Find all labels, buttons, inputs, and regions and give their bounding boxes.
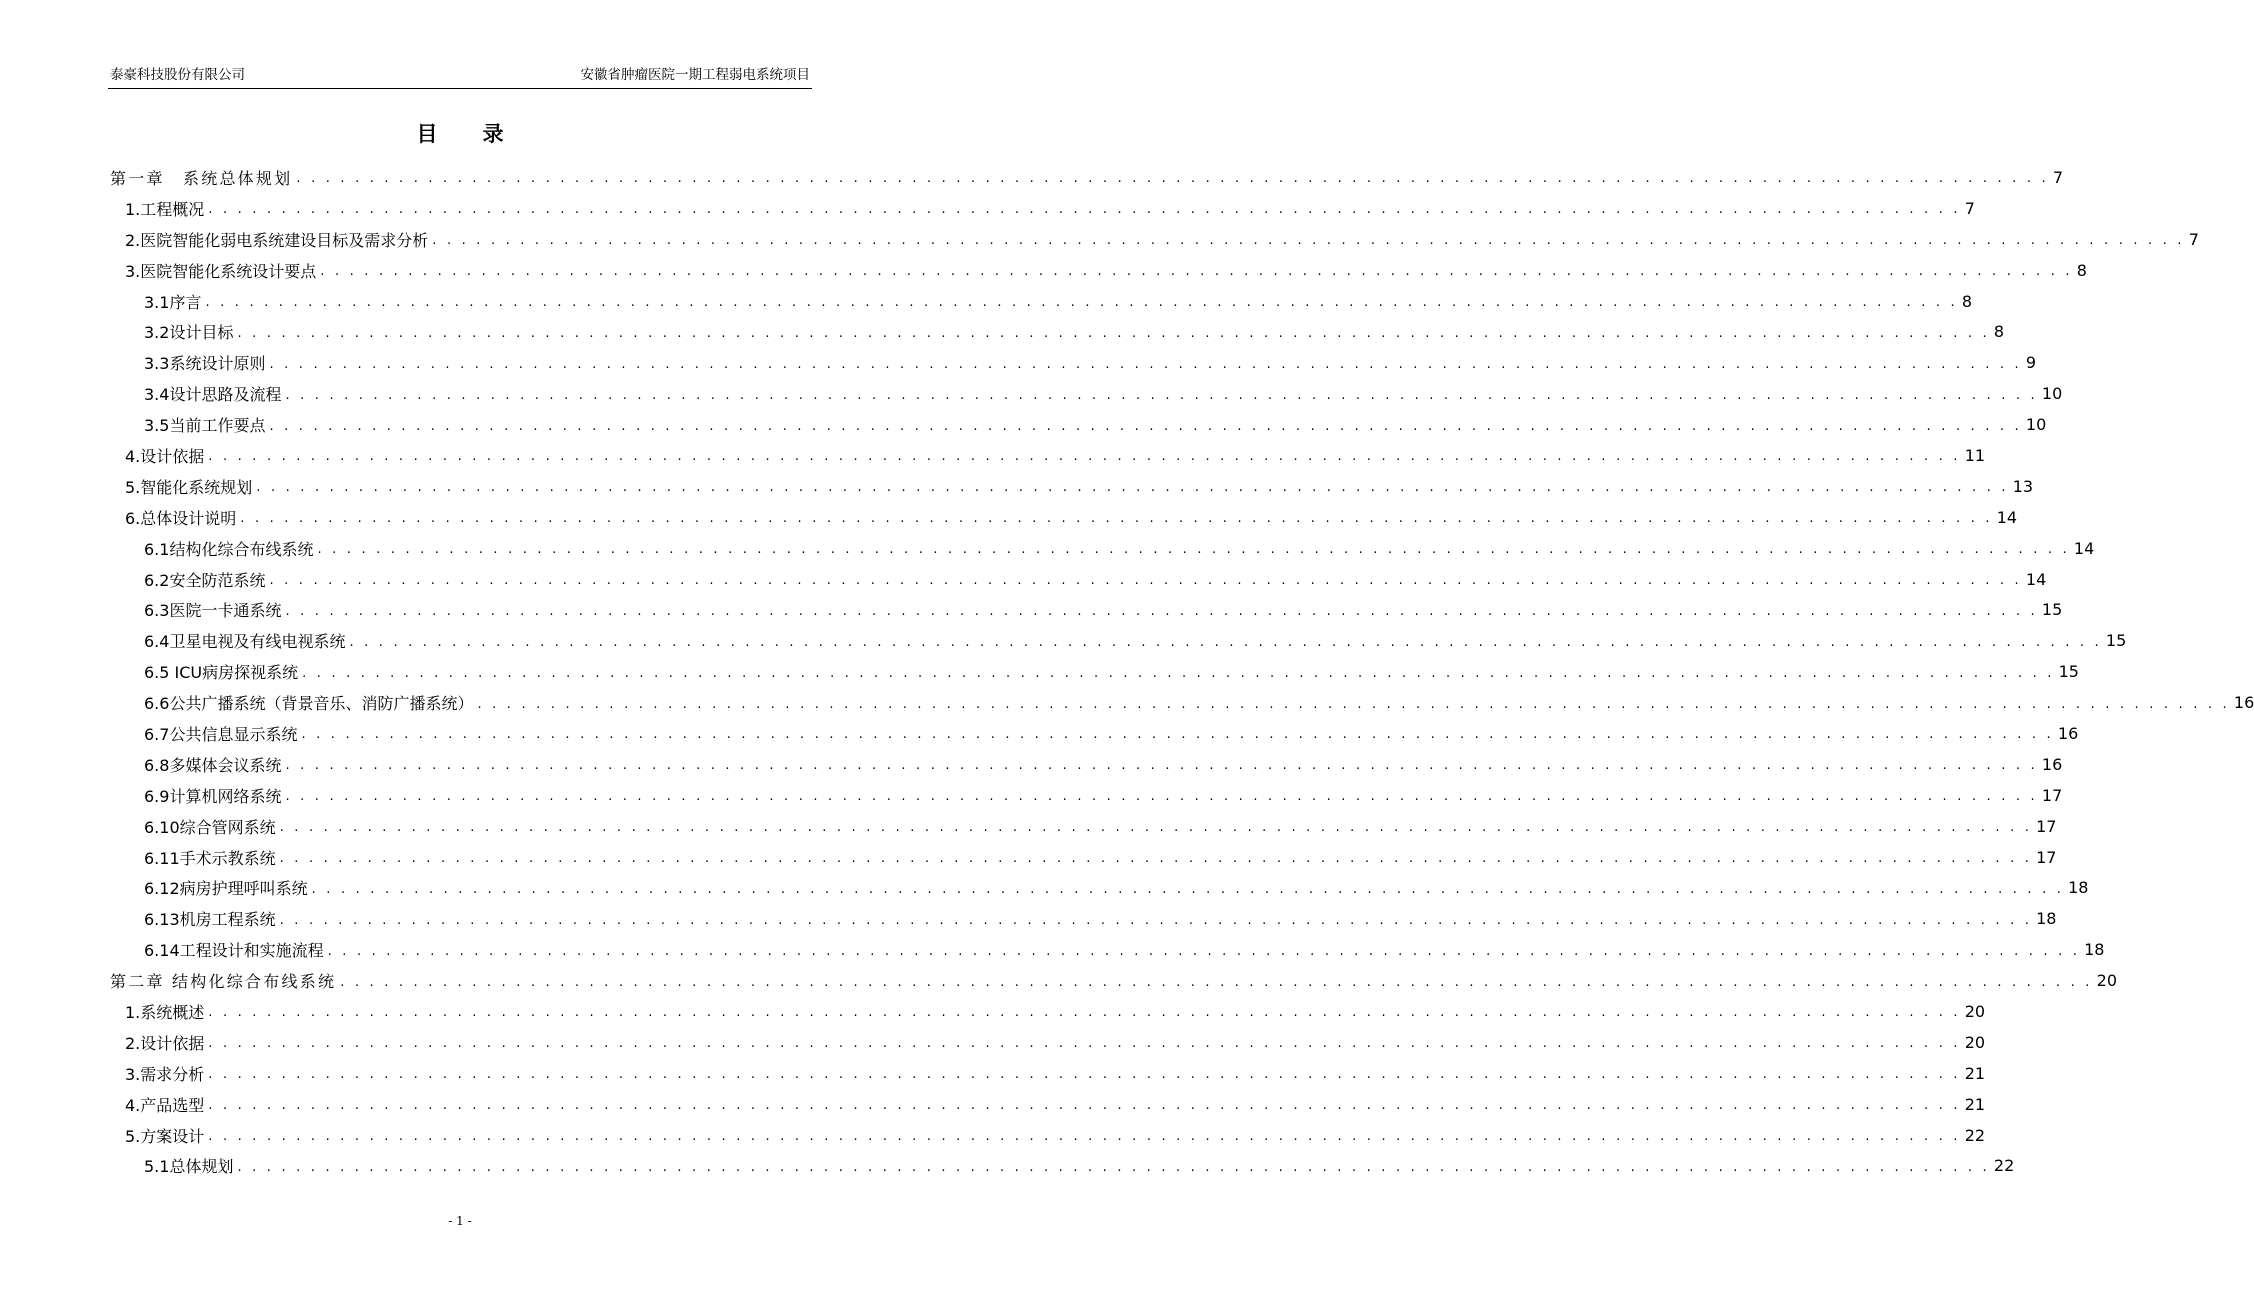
toc-entry[interactable] xyxy=(110,903,2057,934)
toc-entry[interactable] xyxy=(110,1058,1986,1089)
toc-entry-page: 16 xyxy=(2057,723,2079,743)
toc-entry[interactable] xyxy=(110,811,2057,842)
toc-entry-title: 4.设计依据 xyxy=(125,446,205,466)
toc-entry-title: 2.医院智能化弱电系统建设目标及需求分析 xyxy=(125,230,429,250)
toc-dot-leader: . . . . . . . . . . . . . . . . . . . . . . . . . . . . . . . . . . . . . . . . . . . . . . . . . . . . . . . . . . . . . . . . . . . . . . . . . . . . . . . . . . . . . . . . . . . . . . . . . . . . . . . . . . . . . . . . . . . . . . . . xyxy=(302,665,2055,681)
toc-dot-leader: . . . . . . . . . . . . . . . . . . . . . . . . . . . . . . . . . . . . . . . . . . . . . . . . . . . . . . . . . . . . . . . . . . . . . . . . . . . . . . . . . . . . . . . . . . . . . . . . . . . . . . . . . . . . . . . . . . . . . . . . xyxy=(279,820,2033,836)
toc-dot-leader: . . . . . . . . . . . . . . . . . . . . . . . . . . . . . . . . . . . . . . . . . . . . . . . . . . . . . . . . . . . . . . . . . . . . . . . . . . . . . . . . . . . . . . . . . . . . . . . . . . . . . . . . . . . . . . . . . . . . . . . . xyxy=(208,1098,1961,1114)
toc-dot-leader: . . . . . . . . . . . . . . . . . . . . . . . . . . . . . . . . . . . . . . . . . . . . . . . . . . . . . . . . . . . . . . . . . . . . . . . . . . . . . . . . . . . . . . . . . . . . . . . . . . . . . . . . . . . . . . . . . . . . . . . . xyxy=(208,449,1961,465)
toc-entry[interactable] xyxy=(110,533,2095,564)
toc-entry[interactable] xyxy=(110,1089,1986,1120)
toc-dot-leader: . . . . . . . . . . . . . . . . . . . . . . . . . . . . . . . . . . . . . . . . . . . . . . . . . . . . . . . . . . . . . . . . . . . . . . . . . . . . . . . . . . . . . . . . . . . . . . . . . . . . . . . . . . . . . . . . . . . . . . . . xyxy=(432,233,2185,249)
toc-dot-leader: . . . . . . . . . . . . . . . . . . . . . . . . . . . . . . . . . . . . . . . . . . . . . . . . . . . . . . . . . . . . . . . . . . . . . . . . . . . . . . . . . . . . . . . . . . . . . . . . . . . . . . . . . . . . . . . . . . . . . . . . xyxy=(256,480,2009,496)
toc-dot-leader: . . . . . . . . . . . . . . . . . . . . . . . . . . . . . . . . . . . . . . . . . . . . . . . . . . . . . . . . . . . . . . . . . . . . . . . . . . . . . . . . . . . . . . . . . . . . . . . . . . . . . . . . . . . . . . . . . . . . . . . . xyxy=(327,943,2081,959)
toc-entry-page: 10 xyxy=(2025,415,2047,435)
header-project: 安徽省肿瘤医院一期工程弱电系统项目 xyxy=(580,67,810,83)
toc-entry-title: 6.7公共信息显示系统 xyxy=(144,724,298,744)
toc-dot-leader: . . . . . . . . . . . . . . . . . . . . . . . . . . . . . . . . . . . . . . . . . . . . . . . . . . . . . . . . . . . . . . . . . . . . . . . . . . . . . . . . . . . . . . . . . . . . . . . . . . . . . . . . . . . . . . . . . . . . . . . . xyxy=(285,603,2038,619)
toc-entry-title: 6.总体设计说明 xyxy=(125,508,237,528)
toc-dot-leader: . . . . . . . . . . . . . . . . . . . . . . . . . . . . . . . . . . . . . . . . . . . . . . . . . . . . . . . . . . . . . . . . . . . . . . . . . . . . . . . . . . . . . . . . . . . . . . . . . . . . . . . . . . . . . . . . . . . . . . . . xyxy=(296,171,2049,187)
toc-entry-page: 21 xyxy=(1964,1063,1986,1083)
toc-entry-title: 3.2设计目标 xyxy=(144,323,234,343)
toc-entry[interactable] xyxy=(110,687,2254,718)
toc-entry-page: 22 xyxy=(1964,1125,1986,1145)
toc-entry[interactable] xyxy=(110,749,2063,780)
toc-entry[interactable] xyxy=(110,996,1986,1027)
toc-entry-page: 7 xyxy=(2052,167,2064,187)
toc-entry-title: 6.13机房工程系统 xyxy=(144,910,276,930)
toc-entry-page: 11 xyxy=(1964,445,1986,465)
toc-entry[interactable] xyxy=(110,1120,1986,1151)
toc-entry-title: 1.系统概述 xyxy=(125,1002,205,1022)
toc-entry[interactable] xyxy=(110,872,2089,903)
toc-title: 目 录 xyxy=(416,122,523,146)
table-of-contents xyxy=(110,162,2254,1181)
toc-entry[interactable] xyxy=(110,378,2063,409)
toc-entry-title: 5.方案设计 xyxy=(125,1126,205,1146)
toc-entry-title: 2.设计依据 xyxy=(125,1033,205,1053)
toc-dot-leader: . . . . . . . . . . . . . . . . . . . . . . . . . . . . . . . . . . . . . . . . . . . . . . . . . . . . . . . . . . . . . . . . . . . . . . . . . . . . . . . . . . . . . . . . . . . . . . . . . . . . . . . . . . . . . . . . . . . . . . . . xyxy=(340,974,2093,990)
toc-entry-page: 15 xyxy=(2058,662,2079,682)
toc-entry[interactable] xyxy=(110,286,1973,317)
toc-entry[interactable] xyxy=(110,934,2105,965)
toc-dot-leader: . . . . . . . . . . . . . . . . . . . . . . . . . . . . . . . . . . . . . . . . . . . . . . . . . . . . . . . . . . . . . . . . . . . . . . . . . . . . . . . . . . . . . . . . . . . . . . . . . . . . . . . . . . . . . . . . . . . . . . . . xyxy=(269,418,2022,434)
toc-entry[interactable] xyxy=(110,564,2047,595)
toc-dot-leader: . . . . . . . . . . . . . . . . . . . . . . . . . . . . . . . . . . . . . . . . . . . . . . . . . . . . . . . . . . . . . . . . . . . . . . . . . . . . . . . . . . . . . . . . . . . . . . . . . . . . . . . . . . . . . . . . . . . . . . . . xyxy=(208,202,1961,218)
toc-entry-page: 17 xyxy=(2036,847,2057,867)
toc-dot-leader: . . . . . . . . . . . . . . . . . . . . . . . . . . . . . . . . . . . . . . . . . . . . . . . . . . . . . . . . . . . . . . . . . . . . . . . . . . . . . . . . . . . . . . . . . . . . . . . . . . . . . . . . . . . . . . . . . . . . . . . . xyxy=(237,325,1990,341)
toc-dot-leader: . . . . . . . . . . . . . . . . . . . . . . . . . . . . . . . . . . . . . . . . . . . . . . . . . . . . . . . . . . . . . . . . . . . . . . . . . . . . . . . . . . . . . . . . . . . . . . . . . . . . . . . . . . . . . . . . . . . . . . . . xyxy=(208,1067,1961,1083)
toc-entry[interactable] xyxy=(110,502,2018,533)
toc-dot-leader: . . . . . . . . . . . . . . . . . . . . . . . . . . . . . . . . . . . . . . . . . . . . . . . . . . . . . . . . . . . . . . . . . . . . . . . . . . . . . . . . . . . . . . . . . . . . . . . . . . . . . . . . . . . . . . . . . . . . . . . . xyxy=(317,542,2070,558)
toc-entry-title: 第一章 系统总体规划 xyxy=(110,168,293,188)
toc-dot-leader: . . . . . . . . . . . . . . . . . . . . . . . . . . . . . . . . . . . . . . . . . . . . . . . . . . . . . . . . . . . . . . . . . . . . . . . . . . . . . . . . . . . . . . . . . . . . . . . . . . . . . . . . . . . . . . . . . . . . . . . . xyxy=(237,1159,1990,1175)
toc-entry-title: 5.1总体规划 xyxy=(144,1157,234,1177)
toc-entry-page: 7 xyxy=(1964,198,1975,218)
toc-dot-leader: . . . . . . . . . . . . . . . . . . . . . . . . . . . . . . . . . . . . . . . . . . . . . . . . . . . . . . . . . . . . . . . . . . . . . . . . . . . . . . . . . . . . . . . . . . . . . . . . . . . . . . . . . . . . . . . . . . . . . . . . xyxy=(269,356,2022,372)
page-header xyxy=(108,62,812,89)
toc-entry-title: 1.工程概况 xyxy=(125,199,205,219)
toc-entry-page: 16 xyxy=(2233,693,2254,713)
toc-entry-page: 15 xyxy=(2105,631,2127,651)
toc-dot-leader: . . . . . . . . . . . . . . . . . . . . . . . . . . . . . . . . . . . . . . . . . . . . . . . . . . . . . . . . . . . . . . . . . . . . . . . . . . . . . . . . . . . . . . . . . . . . . . . . . . . . . . . . . . . . . . . . . . . . . . . . xyxy=(208,1005,1961,1021)
toc-entry[interactable] xyxy=(110,780,2063,811)
toc-chapter-entry[interactable] xyxy=(110,965,2118,996)
toc-entry-page: 18 xyxy=(2068,878,2089,898)
toc-entry[interactable] xyxy=(110,255,2087,286)
toc-entry-title: 3.医院智能化系统设计要点 xyxy=(125,261,317,281)
toc-dot-leader: . . . . . . . . . . . . . . . . . . . . . . . . . . . . . . . . . . . . . . . . . . . . . . . . . . . . . . . . . . . . . . . . . . . . . . . . . . . . . . . . . . . . . . . . . . . . . . . . . . . . . . . . . . . . . . . . . . . . . . . . xyxy=(279,851,2033,867)
toc-dot-leader: . . . . . . . . . . . . . . . . . . . . . . . . . . . . . . . . . . . . . . . . . . . . . . . . . . . . . . . . . . . . . . . . . . . . . . . . . . . . . . . . . . . . . . . . . . . . . . . . . . . . . . . . . . . . . . . . . . . . . . . . xyxy=(285,789,2038,805)
toc-entry-title: 3.4设计思路及流程 xyxy=(144,385,282,405)
toc-entry-title: 6.10综合管网系统 xyxy=(144,817,276,837)
toc-entry-title: 5.智能化系统规划 xyxy=(125,477,253,497)
header-company: 泰豪科技股份有限公司 xyxy=(110,67,245,83)
toc-entry[interactable] xyxy=(110,1151,2015,1182)
toc-chapter-entry[interactable] xyxy=(110,162,2064,193)
toc-entry-title: 6.5 ICU病房探视系统 xyxy=(144,663,299,683)
toc-entry-page: 22 xyxy=(1993,1156,2015,1176)
toc-entry-page: 14 xyxy=(2025,569,2047,589)
toc-dot-leader: . . . . . . . . . . . . . . . . . . . . . . . . . . . . . . . . . . . . . . . . . . . . . . . . . . . . . . . . . . . . . . . . . . . . . . . . . . . . . . . . . . . . . . . . . . . . . . . . . . . . . . . . . . . . . . . . . . . . . . . . xyxy=(279,912,2033,928)
toc-dot-leader: . . . . . . . . . . . . . . . . . . . . . . . . . . . . . . . . . . . . . . . . . . . . . . . . . . . . . . . . . . . . . . . . . . . . . . . . . . . . . . . . . . . . . . . . . . . . . . . . . . . . . . . . . . . . . . . . . . . . . . . . xyxy=(349,634,2102,650)
toc-entry-title: 6.9计算机网络系统 xyxy=(144,786,282,806)
toc-entry-page: 7 xyxy=(2188,229,2199,249)
toc-entry-title: 6.6公共广播系统（背景音乐、消防广播系统） xyxy=(144,694,474,714)
toc-dot-leader: . . . . . . . . . . . . . . . . . . . . . . . . . . . . . . . . . . . . . . . . . . . . . . . . . . . . . . . . . . . . . . . . . . . . . . . . . . . . . . . . . . . . . . . . . . . . . . . . . . . . . . . . . . . . . . . . . . . . . . . . xyxy=(205,295,1958,310)
toc-entry-page: 10 xyxy=(2041,384,2063,404)
toc-entry[interactable] xyxy=(110,1027,1986,1058)
toc-entry-title: 6.11手术示教系统 xyxy=(144,848,276,868)
toc-entry-page: 17 xyxy=(2041,785,2063,805)
toc-entry-page: 20 xyxy=(1964,1032,1986,1052)
toc-entry-title: 3.5当前工作要点 xyxy=(144,416,266,436)
toc-entry[interactable] xyxy=(110,347,2037,378)
toc-dot-leader: . . . . . . . . . . . . . . . . . . . . . . . . . . . . . . . . . . . . . . . . . . . . . . . . . . . . . . . . . . . . . . . . . . . . . . . . . . . . . . . . . . . . . . . . . . . . . . . . . . . . . . . . . . . . . . . . . . . . . . . . xyxy=(285,758,2038,774)
toc-entry-title: 6.3医院一卡通系统 xyxy=(144,601,282,621)
toc-entry-title: 6.1结构化综合布线系统 xyxy=(144,539,314,559)
toc-entry[interactable] xyxy=(110,193,1975,224)
toc-entry-page: 15 xyxy=(2041,600,2063,620)
toc-entry-title: 6.2安全防范系统 xyxy=(144,570,266,590)
toc-dot-leader: . . . . . . . . . . . . . . . . . . . . . . . . . . . . . . . . . . . . . . . . . . . . . . . . . . . . . . . . . . . . . . . . . . . . . . . . . . . . . . . . . . . . . . . . . . . . . . . . . . . . . . . . . . . . . . . . . . . . . . . . xyxy=(285,387,2038,403)
toc-entry[interactable] xyxy=(110,409,2047,440)
toc-entry-page: 18 xyxy=(2036,909,2057,929)
toc-entry[interactable] xyxy=(110,625,2127,656)
toc-dot-leader: . . . . . . . . . . . . . . . . . . . . . . . . . . . . . . . . . . . . . . . . . . . . . . . . . . . . . . . . . . . . . . . . . . . . . . . . . . . . . . . . . . . . . . . . . . . . . . . . . . . . . . . . . . . . . . . . . . . . . . . . xyxy=(208,1129,1961,1145)
toc-dot-leader: . . . . . . . . . . . . . . . . . . . . . . . . . . . . . . . . . . . . . . . . . . . . . . . . . . . . . . . . . . . . . . . . . . . . . . . . . . . . . . . . . . . . . . . . . . . . . . . . . . . . . . . . . . . . . . . . . . . . . . . . xyxy=(269,573,2022,589)
toc-entry[interactable] xyxy=(110,316,2005,347)
toc-entry[interactable] xyxy=(110,842,2057,873)
toc-entry-title: 3.3系统设计原则 xyxy=(144,354,266,374)
toc-dot-leader: . . . . . . . . . . . . . . . . . . . . . . . . . . . . . . . . . . . . . . . . . . . . . . . . . . . . . . . . . . . . . . . . . . . . . . . . . . . . . . . . . . . . . . . . . . . . . . . . . . . . . . . . . . . . . . . . . . . . . . . . xyxy=(208,1036,1961,1052)
toc-entry[interactable] xyxy=(110,718,2079,749)
toc-entry-page: 20 xyxy=(2096,971,2118,991)
toc-dot-leader: . . . . . . . . . . . . . . . . . . . . . . . . . . . . . . . . . . . . . . . . . . . . . . . . . . . . . . . . . . . . . . . . . . . . . . . . . . . . . . . . . . . . . . . . . . . . . . . . . . . . . . . . . . . . . . . . . . . . . . . . xyxy=(311,881,2065,897)
toc-entry-page: 14 xyxy=(1996,507,2018,527)
toc-entry-page: 8 xyxy=(2076,260,2087,280)
toc-entry-page: 8 xyxy=(1993,322,2005,342)
toc-entry-title: 6.4卫星电视及有线电视系统 xyxy=(144,632,346,652)
toc-entry-page: 8 xyxy=(1961,291,1973,311)
toc-entry[interactable] xyxy=(110,440,1986,471)
toc-entry[interactable] xyxy=(110,224,2199,255)
toc-entry-title: 3.1序言 xyxy=(144,292,202,312)
toc-dot-leader: . . . . . . . . . . . . . . . . . . . . . . . . . . . . . . . . . . . . . . . . . . . . . . . . . . . . . . . . . . . . . . . . . . . . . . . . . . . . . . . . . . . . . . . . . . . . . . . . . . . . . . . . . . . . . . . . . . . . . . . . xyxy=(301,727,2054,743)
toc-entry-page: 14 xyxy=(2073,538,2095,558)
toc-entry-page: 17 xyxy=(2036,816,2057,836)
toc-entry-page: 16 xyxy=(2041,754,2063,774)
page-number: - 1 - xyxy=(448,1214,472,1228)
toc-dot-leader: . . . . . . . . . . . . . . . . . . . . . . . . . . . . . . . . . . . . . . . . . . . . . . . . . . . . . . . . . . . . . . . . . . . . . . . . . . . . . . . . . . . . . . . . . . . . . . . . . . . . . . . . . . . . . . . . . . . . . . . . xyxy=(240,511,1993,527)
toc-entry-page: 13 xyxy=(2012,476,2034,496)
toc-entry-title: 4.产品选型 xyxy=(125,1095,205,1115)
toc-entry-title: 3.需求分析 xyxy=(125,1064,205,1084)
toc-entry[interactable] xyxy=(110,594,2063,625)
toc-dot-leader: . . . . . . . . . . . . . . . . . . . . . . . . . . . . . . . . . . . . . . . . . . . . . . . . . . . . . . . . . . . . . . . . . . . . . . . . . . . . . . . . . . . . . . . . . . . . . . . . . . . . . . . . . . . . . . . . . . . . . . . . xyxy=(320,264,2073,280)
toc-entry-page: 21 xyxy=(1964,1094,1986,1114)
toc-entry-page: 9 xyxy=(2025,353,2037,373)
toc-entry-page: 18 xyxy=(2084,940,2105,960)
toc-entry-title: 6.12病房护理呼叫系统 xyxy=(144,879,308,899)
toc-entry[interactable] xyxy=(110,471,2034,502)
toc-dot-leader: . . . . . . . . . . . . . . . . . . . . . . . . . . . . . . . . . . . . . . . . . . . . . . . . . . . . . . . . . . . . . . . . . . . . . . . . . . . . . . . . . . . . . . . . . . . . . . . . . . . . . . . . . . . . . . . . . . . . . . . . xyxy=(477,696,2230,712)
toc-entry-title: 6.14工程设计和实施流程 xyxy=(144,941,324,961)
toc-entry-page: 20 xyxy=(1964,1001,1986,1021)
toc-entry-title: 6.8多媒体会议系统 xyxy=(144,755,282,775)
toc-entry[interactable] xyxy=(110,656,2079,687)
toc-entry-title: 第二章 结构化综合布线系统 xyxy=(110,972,337,992)
